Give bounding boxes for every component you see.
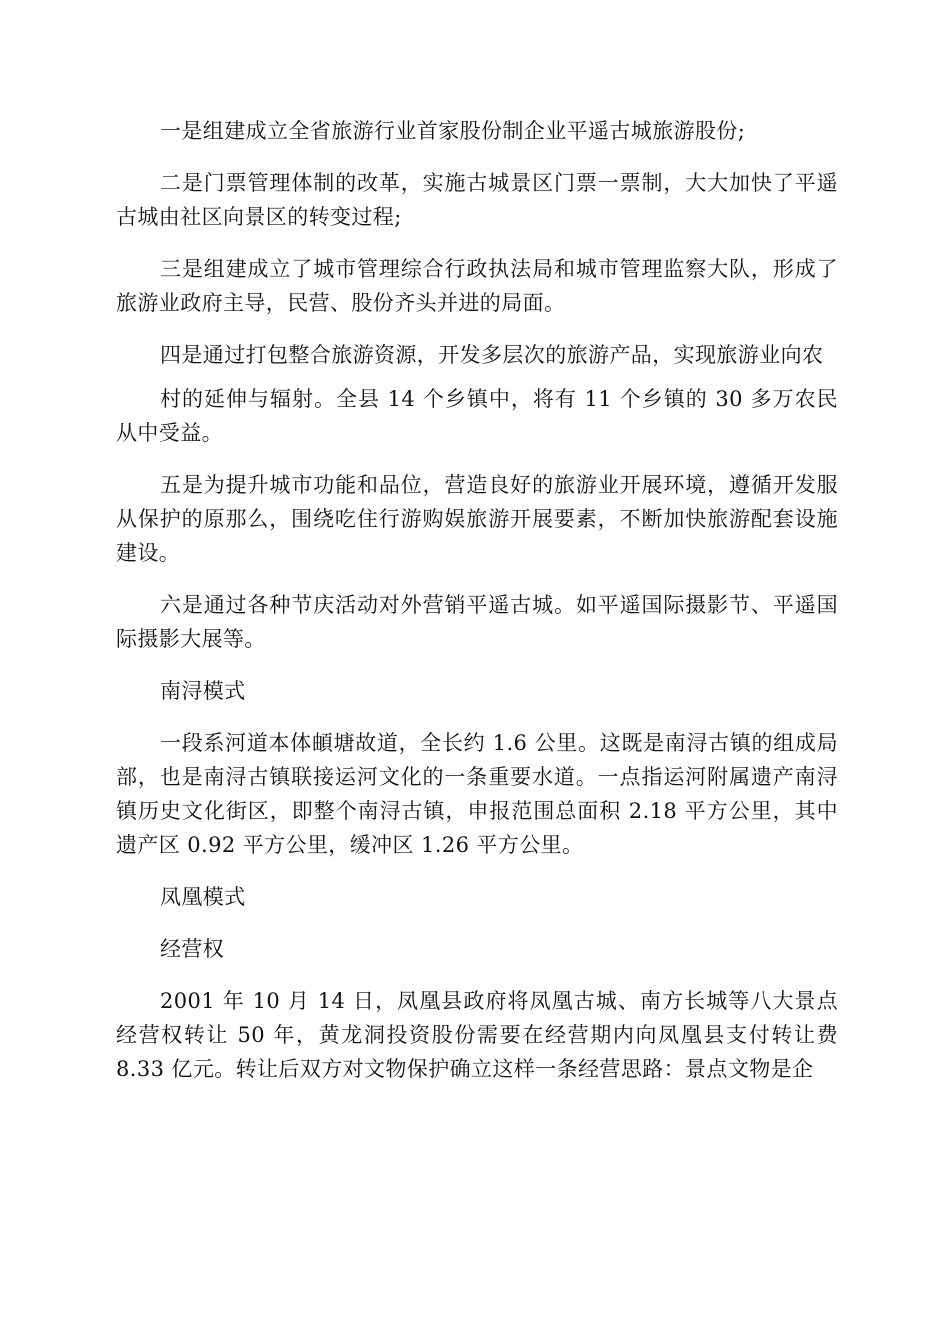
paragraph-1: 一是组建成立全省旅游行业首家股份制企业平遥古城旅游股份;	[160, 119, 746, 143]
paragraph-6: 五是为提升城市功能和品位，营造良好的旅游业开展环境，遵循开发服从保护的原那么，围绕吃住行游购娱旅游开展要素，不断加快旅游配套设施建设。	[116, 473, 838, 565]
paragraph-7: 六是通过各种节庆活动对外营销平遥古城。如平遥国际摄影节、平遥国际摄影大展等。	[116, 593, 838, 651]
paragraph-2: 二是门票管理体制的改革，实施古城景区门票一票制，大大加快了平遥古城由社区向景区的转变过程;	[116, 171, 838, 229]
paragraph-3: 三是组建成立了城市管理综合行政执法局和城市管理监察大队，形成了旅游业政府主导，民营、股份齐头并进的局面。	[116, 257, 838, 315]
document-body	[116, 114, 838, 1104]
subheading-operating-rights: 经营权	[160, 937, 225, 961]
paragraph-5: 村的延伸与辐射。全县 14 个乡镇中，将有 11 个乡镇的 30 多万农民从中受益。	[116, 387, 838, 445]
paragraph-8: 一段系河道本体頔塘故道，全长约 1.6 公里。这既是南浔古镇的组成局部，也是南浔古镇联接运河文化的一条重要水道。一点指运河附属遗产南浔镇历史文化街区，即整个南浔古镇，申报范围总面积 2.18 平方公里，其中遗产区 0.92 平方公里，缓冲区 1.26 平方公里。	[116, 731, 838, 857]
section-heading-fenghuang: 凤凰模式	[160, 885, 246, 909]
paragraph-9: 2001 年 10 月 14 日，凤凰县政府将凤凰古城、南方长城等八大景点经营权转让 50 年，黄龙洞投资股份需要在经营期内向凤凰县支付转让费 8.33 亿元。转让后双方对文物保护确立这样一条经营思路：景点文物是企	[116, 989, 838, 1081]
paragraph-4: 四是通过打包整合旅游资源，开发多层次的旅游产品，实现旅游业向农	[160, 343, 824, 367]
section-heading-nanxun: 南浔模式	[160, 679, 246, 703]
